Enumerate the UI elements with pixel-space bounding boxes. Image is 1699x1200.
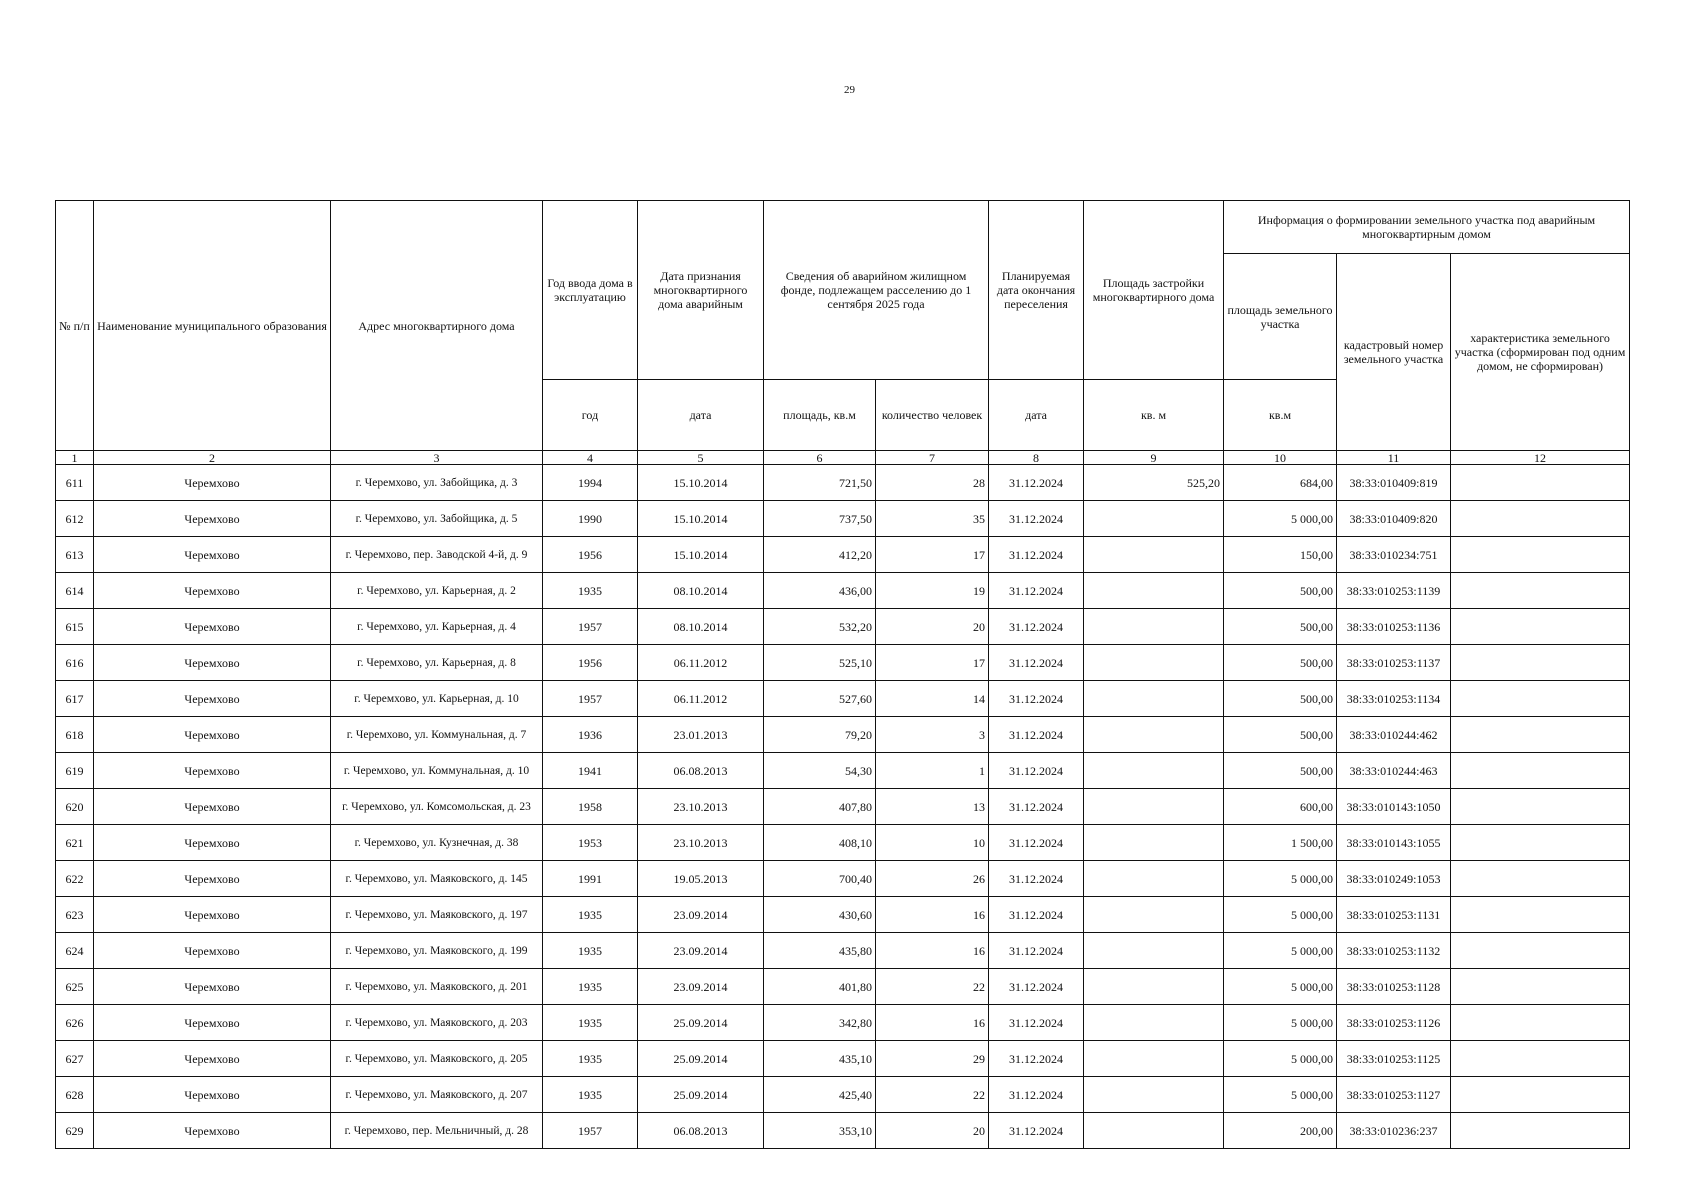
address-cell: г. Черемхово, пер. Заводской 4-й, д. 9 [331,537,543,573]
unit-built-area: кв. м [1084,380,1224,451]
recognition-date-cell: 19.05.2013 [638,861,764,897]
address-cell: г. Черемхово, ул. Карьерная, д. 4 [331,609,543,645]
year-cell: 1957 [543,609,638,645]
unit-date: дата [638,380,764,451]
land-char-cell [1451,537,1630,573]
table-row [56,825,1630,861]
address-cell: г. Черемхово, ул. Коммунальная, д. 7 [331,717,543,753]
header-municipality: Наименование муниципального образования [94,201,331,451]
recognition-date-cell: 06.11.2012 [638,645,764,681]
recognition-date-cell: 23.09.2014 [638,969,764,1005]
address-cell: г. Черемхово, ул. Забойщика, д. 3 [331,465,543,501]
recognition-date-cell: 23.01.2013 [638,717,764,753]
land-char-cell [1451,1041,1630,1077]
table-row [56,861,1630,897]
municipality-cell: Черемхово [94,573,331,609]
cadastral-cell: 38:33:010253:1132 [1337,933,1451,969]
built-area-cell [1084,1005,1224,1041]
area-cell: 342,80 [764,1005,876,1041]
recognition-date-cell: 25.09.2014 [638,1005,764,1041]
unit-area: площадь, кв.м [764,380,876,451]
row-number: 616 [56,645,94,681]
area-cell: 425,40 [764,1077,876,1113]
land-area-cell: 1 500,00 [1224,825,1337,861]
row-number: 628 [56,1077,94,1113]
header-planned-date: Планируемая дата окончания переселения [989,201,1084,380]
built-area-cell [1084,861,1224,897]
land-area-cell: 500,00 [1224,681,1337,717]
municipality-cell: Черемхово [94,501,331,537]
land-char-cell [1451,501,1630,537]
municipality-cell: Черемхово [94,1077,331,1113]
land-char-cell [1451,465,1630,501]
recognition-date-cell: 25.09.2014 [638,1041,764,1077]
land-char-cell [1451,969,1630,1005]
land-area-cell: 5 000,00 [1224,1005,1337,1041]
column-number: 12 [1451,451,1630,465]
cadastral-cell: 38:33:010143:1050 [1337,789,1451,825]
built-area-cell [1084,681,1224,717]
row-number: 624 [56,933,94,969]
built-area-cell [1084,969,1224,1005]
people-cell: 35 [876,501,989,537]
cadastral-cell: 38:33:010244:463 [1337,753,1451,789]
table-row [56,1113,1630,1149]
recognition-date-cell: 23.09.2014 [638,897,764,933]
land-char-cell [1451,789,1630,825]
planned-date-cell: 31.12.2024 [989,861,1084,897]
address-cell: г. Черемхово, ул. Комсомольская, д. 23 [331,789,543,825]
land-char-cell [1451,1005,1630,1041]
recognition-date-cell: 06.11.2012 [638,681,764,717]
municipality-cell: Черемхово [94,1005,331,1041]
built-area-cell [1084,897,1224,933]
municipality-cell: Черемхово [94,789,331,825]
planned-date-cell: 31.12.2024 [989,1113,1084,1149]
municipality-cell: Черемхово [94,1041,331,1077]
year-cell: 1935 [543,897,638,933]
built-area-cell: 525,20 [1084,465,1224,501]
column-number: 5 [638,451,764,465]
area-cell: 436,00 [764,573,876,609]
planned-date-cell: 31.12.2024 [989,609,1084,645]
cadastral-cell: 38:33:010253:1127 [1337,1077,1451,1113]
area-cell: 700,40 [764,861,876,897]
header-land-area: площадь земельного участка [1224,254,1337,380]
column-number: 2 [94,451,331,465]
table-row [56,1005,1630,1041]
planned-date-cell: 31.12.2024 [989,537,1084,573]
municipality-cell: Черемхово [94,465,331,501]
built-area-cell [1084,1113,1224,1149]
table-row [56,717,1630,753]
recognition-date-cell: 23.10.2013 [638,825,764,861]
municipality-cell: Черемхово [94,681,331,717]
area-cell: 430,60 [764,897,876,933]
table-row [56,753,1630,789]
people-cell: 13 [876,789,989,825]
recognition-date-cell: 08.10.2014 [638,573,764,609]
cadastral-cell: 38:33:010409:820 [1337,501,1451,537]
planned-date-cell: 31.12.2024 [989,645,1084,681]
header-land-info: Информация о формировании земельного участка под аварийным многоквартирным домом [1224,201,1630,254]
column-number: 8 [989,451,1084,465]
header-year-built: Год ввода дома в эксплуатацию [543,201,638,380]
table-row [56,897,1630,933]
column-number: 9 [1084,451,1224,465]
row-number: 625 [56,969,94,1005]
land-area-cell: 500,00 [1224,645,1337,681]
built-area-cell [1084,753,1224,789]
people-cell: 22 [876,1077,989,1113]
land-area-cell: 5 000,00 [1224,933,1337,969]
row-number: 612 [56,501,94,537]
land-area-cell: 5 000,00 [1224,1077,1337,1113]
people-cell: 16 [876,933,989,969]
planned-date-cell: 31.12.2024 [989,897,1084,933]
built-area-cell [1084,933,1224,969]
planned-date-cell: 31.12.2024 [989,825,1084,861]
people-cell: 14 [876,681,989,717]
land-area-cell: 600,00 [1224,789,1337,825]
area-cell: 525,10 [764,645,876,681]
cadastral-cell: 38:33:010143:1055 [1337,825,1451,861]
planned-date-cell: 31.12.2024 [989,681,1084,717]
land-char-cell [1451,1077,1630,1113]
land-char-cell [1451,825,1630,861]
column-number: 6 [764,451,876,465]
table-row [56,645,1630,681]
area-cell: 79,20 [764,717,876,753]
area-cell: 54,30 [764,753,876,789]
cadastral-cell: 38:33:010253:1139 [1337,573,1451,609]
column-number: 7 [876,451,989,465]
land-area-cell: 500,00 [1224,717,1337,753]
planned-date-cell: 31.12.2024 [989,501,1084,537]
land-char-cell [1451,861,1630,897]
cadastral-cell: 38:33:010409:819 [1337,465,1451,501]
cadastral-cell: 38:33:010249:1053 [1337,861,1451,897]
municipality-cell: Черемхово [94,645,331,681]
page-number: 29 [844,84,855,96]
area-cell: 401,80 [764,969,876,1005]
column-number: 3 [331,451,543,465]
planned-date-cell: 31.12.2024 [989,1077,1084,1113]
address-cell: г. Черемхово, ул. Карьерная, д. 10 [331,681,543,717]
land-area-cell: 684,00 [1224,465,1337,501]
cadastral-cell: 38:33:010253:1137 [1337,645,1451,681]
area-cell: 353,10 [764,1113,876,1149]
built-area-cell [1084,717,1224,753]
cadastral-cell: 38:33:010253:1126 [1337,1005,1451,1041]
municipality-cell: Черемхово [94,933,331,969]
built-area-cell [1084,1041,1224,1077]
column-number: 11 [1337,451,1451,465]
land-area-cell: 150,00 [1224,537,1337,573]
people-cell: 22 [876,969,989,1005]
built-area-cell [1084,609,1224,645]
table-row [56,573,1630,609]
address-cell: г. Черемхово, ул. Маяковского, д. 203 [331,1005,543,1041]
land-char-cell [1451,753,1630,789]
year-cell: 1957 [543,681,638,717]
row-number: 615 [56,609,94,645]
built-area-cell [1084,825,1224,861]
row-number: 620 [56,789,94,825]
header-fund-info: Сведения об аварийном жилищном фонде, подлежащем расселению до 1 сентября 2025 года [764,201,989,380]
address-cell: г. Черемхово, ул. Маяковского, д. 199 [331,933,543,969]
recognition-date-cell: 23.10.2013 [638,789,764,825]
land-area-cell: 5 000,00 [1224,969,1337,1005]
table-row [56,933,1630,969]
recognition-date-cell: 23.09.2014 [638,933,764,969]
people-cell: 3 [876,717,989,753]
cadastral-cell: 38:33:010253:1131 [1337,897,1451,933]
recognition-date-cell: 06.08.2013 [638,753,764,789]
year-cell: 1935 [543,969,638,1005]
planned-date-cell: 31.12.2024 [989,789,1084,825]
land-char-cell [1451,645,1630,681]
land-area-cell: 5 000,00 [1224,897,1337,933]
year-cell: 1941 [543,753,638,789]
people-cell: 20 [876,609,989,645]
year-cell: 1935 [543,1005,638,1041]
people-cell: 17 [876,537,989,573]
year-cell: 1935 [543,933,638,969]
people-cell: 28 [876,465,989,501]
recognition-date-cell: 25.09.2014 [638,1077,764,1113]
planned-date-cell: 31.12.2024 [989,753,1084,789]
cadastral-cell: 38:33:010253:1128 [1337,969,1451,1005]
table-row [56,1041,1630,1077]
header-built-area: Площадь застройки многоквартирного дома [1084,201,1224,380]
address-cell: г. Черемхово, ул. Карьерная, д. 8 [331,645,543,681]
year-cell: 1957 [543,1113,638,1149]
land-char-cell [1451,717,1630,753]
recognition-date-cell: 06.08.2013 [638,1113,764,1149]
built-area-cell [1084,501,1224,537]
people-cell: 10 [876,825,989,861]
row-number: 618 [56,717,94,753]
year-cell: 1956 [543,537,638,573]
area-cell: 527,60 [764,681,876,717]
land-char-cell [1451,681,1630,717]
unit-people: количество человек [876,380,989,451]
year-cell: 1935 [543,1077,638,1113]
resettlement-table-container [55,200,1629,1149]
row-number: 614 [56,573,94,609]
year-cell: 1958 [543,789,638,825]
header-cadastral: кадастровый номер земельного участка [1337,254,1451,451]
land-char-cell [1451,897,1630,933]
header-recognition-date: Дата признания многоквартирного дома аварийным [638,201,764,380]
people-cell: 17 [876,645,989,681]
land-area-cell: 5 000,00 [1224,861,1337,897]
people-cell: 16 [876,1005,989,1041]
cadastral-cell: 38:33:010236:237 [1337,1113,1451,1149]
municipality-cell: Черемхово [94,897,331,933]
built-area-cell [1084,573,1224,609]
row-number: 622 [56,861,94,897]
address-cell: г. Черемхово, ул. Кузнечная, д. 38 [331,825,543,861]
year-cell: 1994 [543,465,638,501]
table-row [56,609,1630,645]
people-cell: 1 [876,753,989,789]
table-row [56,465,1630,501]
unit-year: год [543,380,638,451]
recognition-date-cell: 15.10.2014 [638,501,764,537]
address-cell: г. Черемхово, ул. Маяковского, д. 207 [331,1077,543,1113]
row-number: 611 [56,465,94,501]
area-cell: 737,50 [764,501,876,537]
unit-planned-date: дата [989,380,1084,451]
land-area-cell: 500,00 [1224,573,1337,609]
area-cell: 532,20 [764,609,876,645]
planned-date-cell: 31.12.2024 [989,465,1084,501]
year-cell: 1936 [543,717,638,753]
municipality-cell: Черемхово [94,537,331,573]
planned-date-cell: 31.12.2024 [989,717,1084,753]
year-cell: 1956 [543,645,638,681]
column-number: 4 [543,451,638,465]
land-area-cell: 500,00 [1224,753,1337,789]
row-number: 626 [56,1005,94,1041]
year-cell: 1990 [543,501,638,537]
municipality-cell: Черемхово [94,753,331,789]
table-row [56,1077,1630,1113]
address-cell: г. Черемхово, ул. Забойщика, д. 5 [331,501,543,537]
cadastral-cell: 38:33:010253:1136 [1337,609,1451,645]
municipality-cell: Черемхово [94,969,331,1005]
column-number: 10 [1224,451,1337,465]
row-number: 629 [56,1113,94,1149]
area-cell: 435,80 [764,933,876,969]
year-cell: 1953 [543,825,638,861]
recognition-date-cell: 15.10.2014 [638,537,764,573]
year-cell: 1935 [543,1041,638,1077]
unit-land-area: кв.м [1224,380,1337,451]
municipality-cell: Черемхово [94,609,331,645]
people-cell: 19 [876,573,989,609]
table-row [56,681,1630,717]
municipality-cell: Черемхово [94,717,331,753]
planned-date-cell: 31.12.2024 [989,1041,1084,1077]
recognition-date-cell: 08.10.2014 [638,609,764,645]
area-cell: 408,10 [764,825,876,861]
municipality-cell: Черемхово [94,861,331,897]
table-row [56,537,1630,573]
land-area-cell: 5 000,00 [1224,1041,1337,1077]
row-number: 617 [56,681,94,717]
planned-date-cell: 31.12.2024 [989,933,1084,969]
built-area-cell [1084,789,1224,825]
people-cell: 20 [876,1113,989,1149]
area-cell: 435,10 [764,1041,876,1077]
row-number: 623 [56,897,94,933]
area-cell: 412,20 [764,537,876,573]
people-cell: 26 [876,861,989,897]
address-cell: г. Черемхово, ул. Маяковского, д. 205 [331,1041,543,1077]
table-row [56,501,1630,537]
land-char-cell [1451,573,1630,609]
table-row [56,789,1630,825]
land-area-cell: 500,00 [1224,609,1337,645]
address-cell: г. Черемхово, ул. Маяковского, д. 145 [331,861,543,897]
table-header [56,201,1630,465]
header-address: Адрес многоквартирного дома [331,201,543,451]
resettlement-table [55,200,1630,1149]
municipality-cell: Черемхово [94,825,331,861]
land-char-cell [1451,933,1630,969]
address-cell: г. Черемхово, ул. Маяковского, д. 201 [331,969,543,1005]
address-cell: г. Черемхово, ул. Карьерная, д. 2 [331,573,543,609]
people-cell: 29 [876,1041,989,1077]
cadastral-cell: 38:33:010244:462 [1337,717,1451,753]
table-body [56,465,1630,1149]
year-cell: 1991 [543,861,638,897]
land-area-cell: 5 000,00 [1224,501,1337,537]
land-area-cell: 200,00 [1224,1113,1337,1149]
column-numbers-row [56,451,1630,465]
cadastral-cell: 38:33:010253:1134 [1337,681,1451,717]
municipality-cell: Черемхово [94,1113,331,1149]
land-char-cell [1451,609,1630,645]
year-cell: 1935 [543,573,638,609]
cadastral-cell: 38:33:010253:1125 [1337,1041,1451,1077]
header-land-char: характеристика земельного участка (сформирован под одним домом, не сформирован) [1451,254,1630,451]
built-area-cell [1084,537,1224,573]
built-area-cell [1084,1077,1224,1113]
planned-date-cell: 31.12.2024 [989,969,1084,1005]
cadastral-cell: 38:33:010234:751 [1337,537,1451,573]
land-char-cell [1451,1113,1630,1149]
area-cell: 721,50 [764,465,876,501]
people-cell: 16 [876,897,989,933]
row-number: 621 [56,825,94,861]
address-cell: г. Черемхово, ул. Маяковского, д. 197 [331,897,543,933]
recognition-date-cell: 15.10.2014 [638,465,764,501]
area-cell: 407,80 [764,789,876,825]
row-number: 627 [56,1041,94,1077]
row-number: 619 [56,753,94,789]
header-num: № п/п [56,201,94,451]
built-area-cell [1084,645,1224,681]
column-number: 1 [56,451,94,465]
planned-date-cell: 31.12.2024 [989,1005,1084,1041]
planned-date-cell: 31.12.2024 [989,573,1084,609]
address-cell: г. Черемхово, ул. Коммунальная, д. 10 [331,753,543,789]
table-row [56,969,1630,1005]
row-number: 613 [56,537,94,573]
address-cell: г. Черемхово, пер. Мельничный, д. 28 [331,1113,543,1149]
